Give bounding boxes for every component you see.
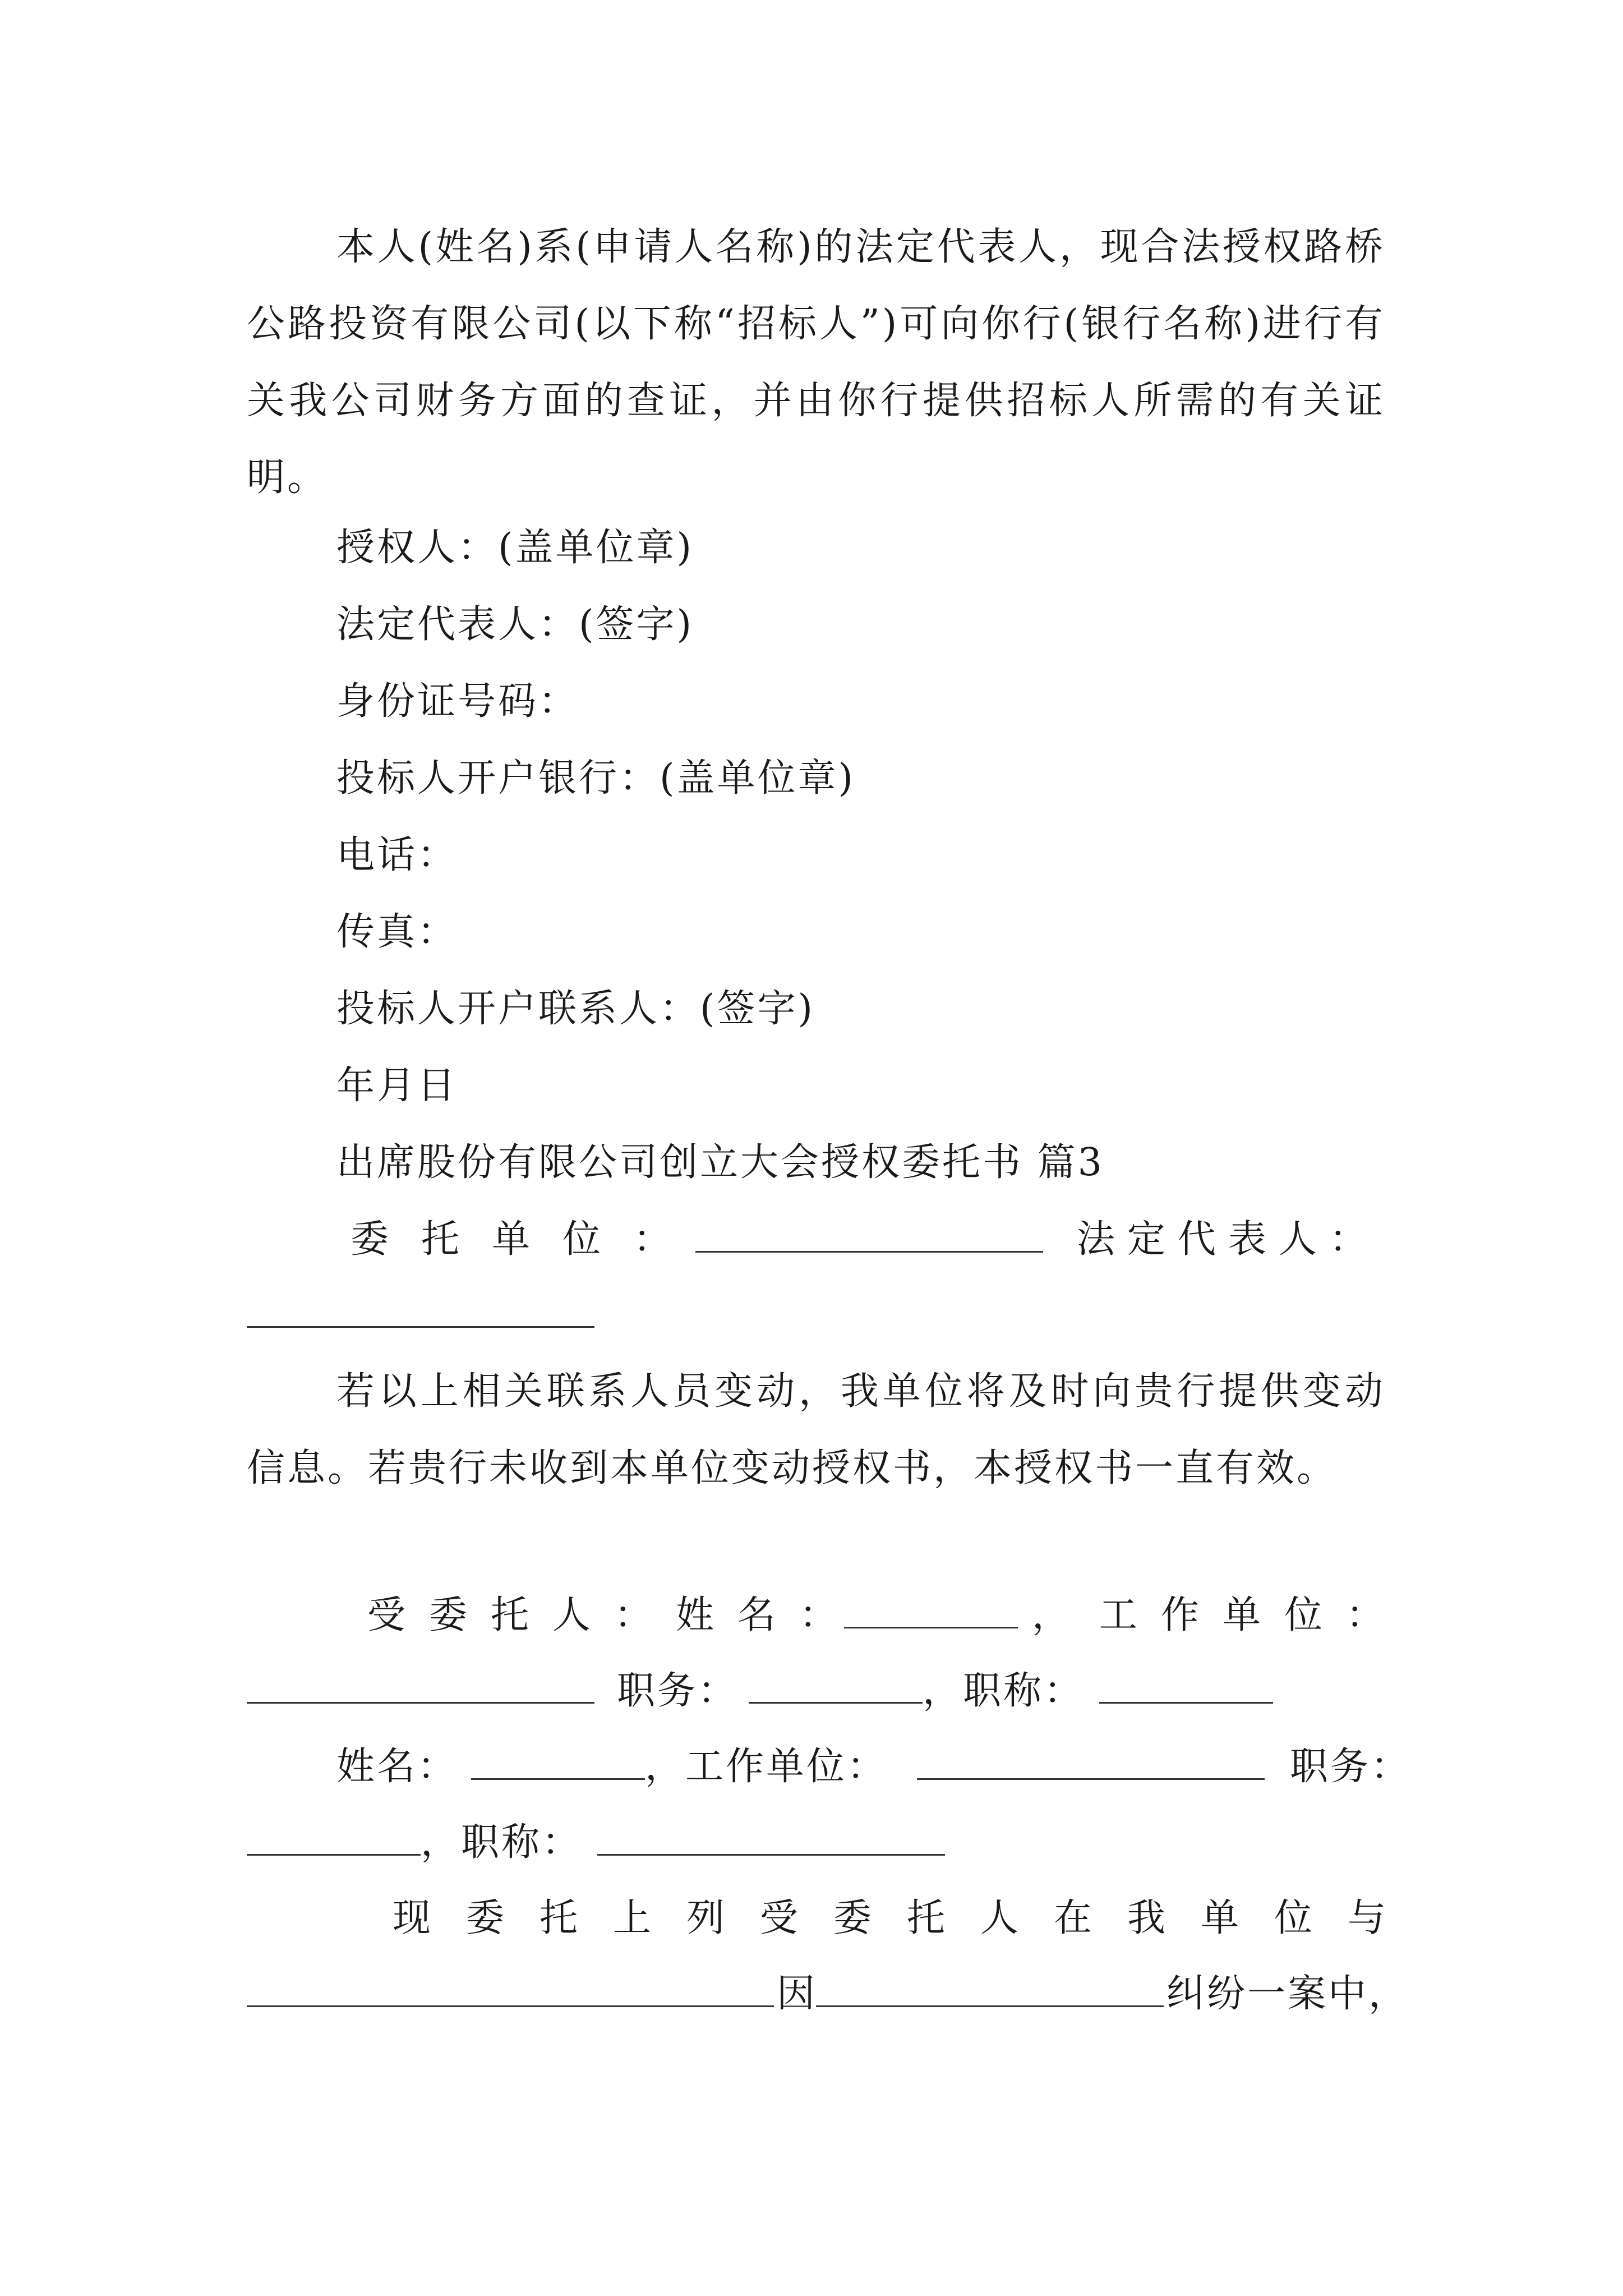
dispute-label: 纠纷一案中， bbox=[1166, 1972, 1409, 2016]
because-label: 因 bbox=[777, 1972, 818, 2016]
authorizer-line: 授权人：(盖单位章) bbox=[336, 526, 694, 570]
party-blank bbox=[247, 2004, 774, 2007]
entrust-unit-blank bbox=[695, 1250, 1043, 1253]
date-line: 年月日 bbox=[336, 1064, 458, 1108]
legal-rep-label: 法定代表人： bbox=[1077, 1217, 1380, 1262]
trustee2-position-label: 职务： bbox=[1290, 1745, 1412, 1789]
trustee-position-blank bbox=[749, 1701, 923, 1704]
trustee-name-blank bbox=[844, 1626, 1018, 1628]
trustee2-title-label: ，职称： bbox=[421, 1820, 583, 1865]
trustee2-name-label: 姓名： bbox=[336, 1745, 458, 1789]
phone-line: 电话： bbox=[336, 833, 458, 877]
trustee-work-unit-blank bbox=[247, 1701, 594, 1704]
id-number-line: 身份证号码： bbox=[336, 679, 579, 724]
entrust-statement: 现委托上列受委托人在我单位与 bbox=[393, 1896, 1422, 1940]
legal-rep-blank bbox=[247, 1325, 594, 1328]
trustee-comma: ， bbox=[1032, 1593, 1073, 1637]
bank-line: 投标人开户银行：(盖单位章) bbox=[336, 756, 856, 800]
trustee-position-label: 职务： bbox=[617, 1669, 739, 1713]
entrust-unit-label: 委托单位： bbox=[351, 1217, 704, 1262]
trustee-work-unit-label: 工作单位： bbox=[1099, 1593, 1408, 1637]
trustee-label: 受委托人：姓名： bbox=[367, 1593, 861, 1637]
trustee2-name-blank bbox=[471, 1777, 645, 1780]
trustee2-position-blank bbox=[247, 1853, 421, 1856]
contact-line: 投标人开户联系人：(签字) bbox=[336, 987, 815, 1031]
trustee2-title-blank bbox=[597, 1853, 945, 1856]
trustee-title-label: ，职称： bbox=[923, 1669, 1085, 1713]
trustee-title-blank bbox=[1099, 1701, 1273, 1704]
section-heading: 出席股份有限公司创立大会授权委托书 篇3 bbox=[336, 1140, 1104, 1185]
legal-rep-line: 法定代表人：(签字) bbox=[336, 602, 694, 647]
change-paragraph: 若以上相关联系人员变动，我单位将及时向贵行提供变动信息。若贵行未收到本单位变动授权书，本授权书一直有效。 bbox=[247, 1369, 1385, 1490]
trustee2-work-unit-label: ，工作单位： bbox=[645, 1745, 888, 1789]
trustee2-work-unit-blank bbox=[917, 1777, 1265, 1780]
authorization-paragraph: 本人(姓名)系(申请人名称)的法定代表人，现合法授权路桥公路投资有限公司(以下称“招标人”)可向你行(银行名称)进行有关我公司财务方面的查证，并由你行提供招标人所需的有关证明。 bbox=[247, 225, 1385, 500]
fax-line: 传真： bbox=[336, 910, 458, 954]
cause-blank bbox=[816, 2004, 1164, 2007]
